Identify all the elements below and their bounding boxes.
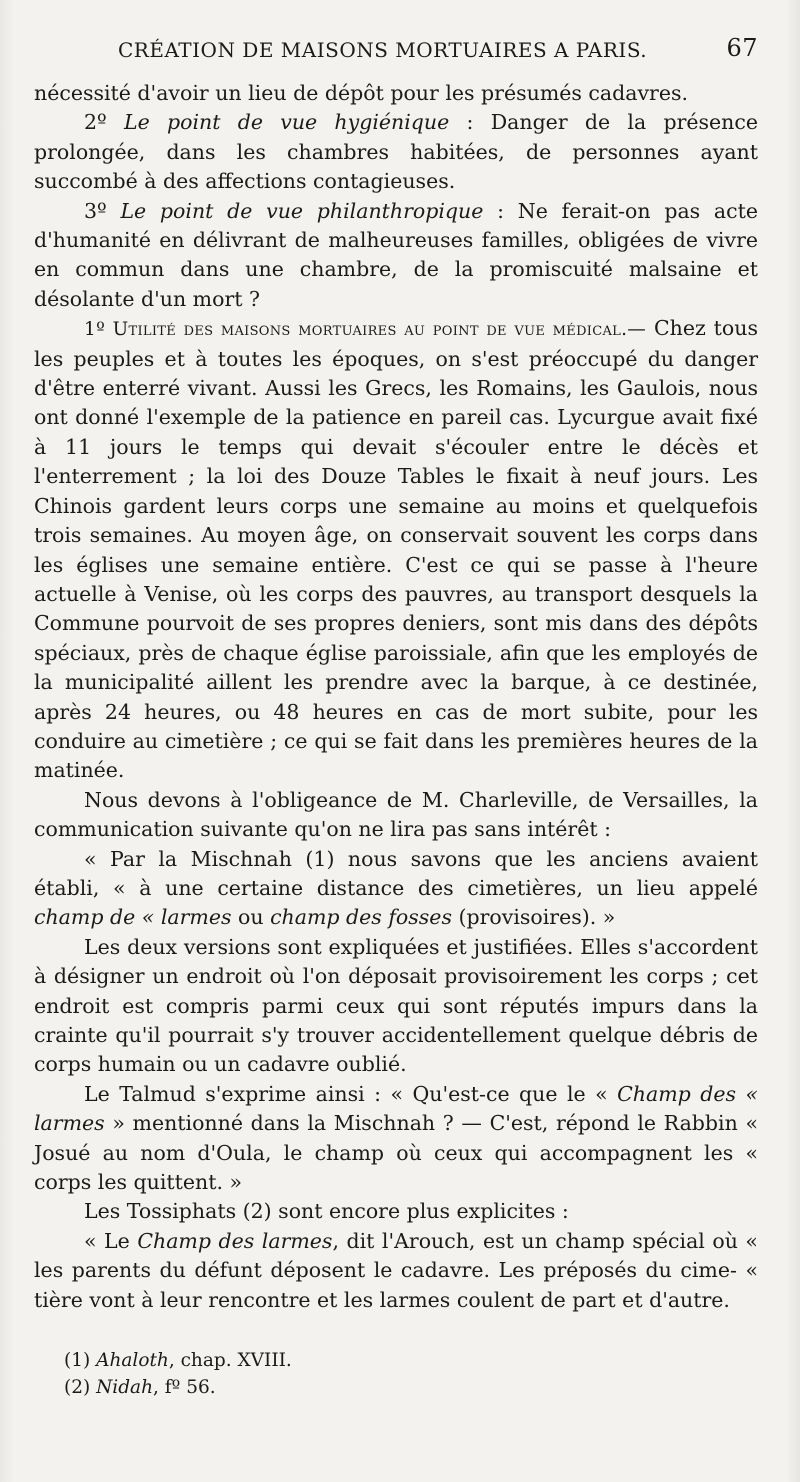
paragraph-2	[34, 108, 758, 196]
paragraph-7	[34, 933, 758, 1080]
running-title: CRÉATION DE MAISONS MORTUAIRES A PARIS.	[118, 38, 648, 62]
quote-talmud	[34, 1080, 758, 1198]
item-text: : Danger de la présence prolongée, dans les chambres habitées, de personnes ayant succombé à des affections contagieuses.	[34, 110, 758, 194]
item-title: Le point de vue philanthropique	[120, 198, 484, 223]
quote-italic: champ de « larmes	[34, 905, 232, 930]
quote-text: , dit l'Arouch, est un champ spécial où « les parents du défunt déposent le cadavre. Les préposés du cime- « tière vont à leur rencontre et les larmes coulent de part et d'autre.	[34, 1228, 758, 1312]
footnote-text: , fº 56.	[153, 1377, 216, 1398]
footnote-2	[64, 1374, 664, 1401]
paragraph-5	[34, 786, 758, 845]
paragraph-4	[34, 314, 758, 786]
running-header	[118, 34, 758, 68]
paragraph-1-text: nécessité d'avoir un lieu de dépôt pour les présumés cadavres.	[34, 81, 689, 105]
item-number: 3º	[84, 198, 121, 223]
item-text: : Ne ferait-on pas acte d'humanité en délivrant de malheureuses familles, obligées de vivre en commun dans une chambre, de la promiscuité malsaine et désolante d'un mort ?	[34, 198, 759, 311]
main-text	[34, 79, 758, 1315]
item-number: 2º	[84, 110, 124, 135]
page-number: 67	[726, 34, 758, 62]
quote-italic: Champ des larmes	[137, 1228, 333, 1253]
paragraph-9-text: Les Tossiphats (2) sont encore plus explicites :	[84, 1199, 569, 1224]
footnote-1	[64, 1347, 664, 1374]
quote-text: ou	[231, 905, 271, 930]
paragraph-7-text: Les deux versions sont expliquées et justifiées. Elles s'accordent à désigner un endroit où l'on déposait provisoirement les corps ; cet endroit est compris parmi ceux qui sont réputés impurs dans la crainte qu'il pourrait s'y trouver accidentellement quelque débris de corps humain ou un cadavre oublié.	[34, 934, 758, 1077]
quote-mischnah	[34, 845, 758, 933]
quote-arouch	[34, 1227, 758, 1315]
quote-text: Le Talmud s'exprime ainsi : « Qu'est-ce que le «	[84, 1081, 618, 1106]
paragraph-5-text: Nous devons à l'obligeance de M. Charleville, de Versailles, la communication suivante qu'on ne lira pas sans intérêt :	[34, 787, 758, 842]
paragraph-9	[34, 1197, 758, 1226]
item-title: Le point de vue hygiénique	[123, 110, 450, 135]
footnotes	[64, 1347, 664, 1401]
footnote-number: (2)	[64, 1377, 97, 1398]
quote-text: (provisoires). »	[451, 905, 616, 930]
footnote-title: Ahaloth	[96, 1350, 169, 1371]
footnote-title: Nidah	[96, 1377, 153, 1398]
paragraph-3	[34, 197, 758, 315]
section-heading: 1º Utilité des maisons mortuaires au point de vue médical.—	[84, 319, 647, 341]
quote-text: « Par la Mischnah (1) nous savons que les anciens avaient établi, « à une certaine distance des cimetières, un lieu appelé	[34, 846, 758, 900]
quote-italic: champ des fosses	[270, 905, 452, 930]
footnote-number: (1)	[64, 1350, 97, 1371]
section-text: Chez tous les peuples et à toutes les époques, on s'est préoccupé du danger d'être enterré vivant. Aussi les Grecs, les Romains, les Gaulois, nous ont donné l'exemple de la patience en pareil cas. Lycurgue avait fixé à 11 jours le temps qui devait s'écouler entre le décès et l'enterrement ; la loi des Douze Tables le fixait à neuf jours. Les Chinois gardent leurs corps une semaine au moins et quelquefois trois semaines. Au moyen âge, on conservait souvent les corps dans les églises une semaine entière. C'est ce qui se passe à l'heure actuelle à Venise, où les corps des pauvres, au transport desquels la Commune pourvoit de ses propres deniers, sont mis dans des dépôts spéciaux, près de chaque église paroissiale, afin que les employés de la municipalité aillent les prendre avec la barque, à ce destinée, après 24 heures, ou 48 heures en cas de mort subite, pour les conduire au cimetière ; ce qui se fait dans les premières heures de la matinée.	[34, 316, 758, 783]
paragraph-1	[34, 79, 758, 108]
quote-text: « Le	[84, 1228, 138, 1253]
quote-text: » mentionné dans la Mischnah ? — C'est, répond le Rabbin « Josué au nom d'Oula, le champ où ceux qui accompagnent les « corps les quittent. »	[34, 1111, 758, 1195]
footnote-text: , chap. XVIII.	[168, 1350, 292, 1371]
quote-italic: Champ des « larmes	[34, 1081, 758, 1136]
